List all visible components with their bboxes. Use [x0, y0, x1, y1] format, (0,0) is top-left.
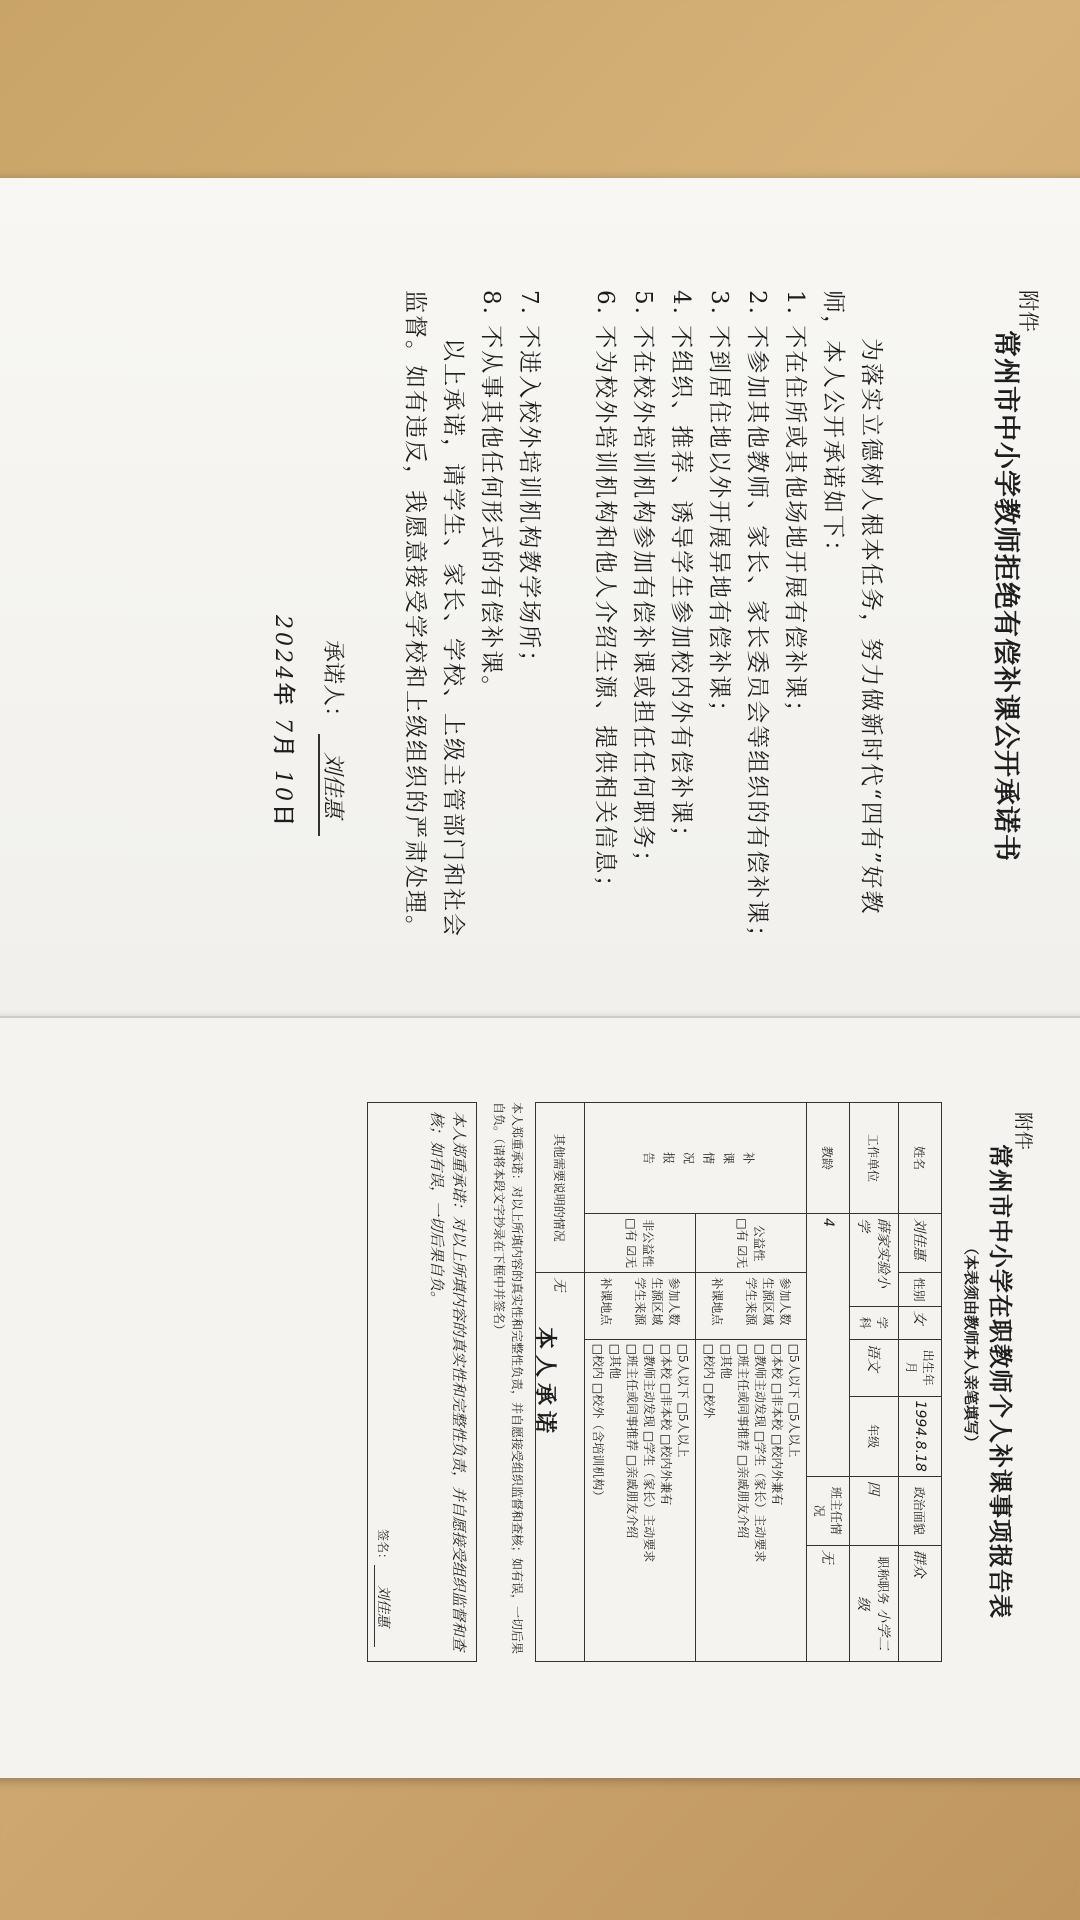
grade-label: 年级 — [850, 1396, 899, 1476]
report-label: 补课情况报告 — [585, 1103, 807, 1214]
head-value: 无 — [807, 1545, 850, 1661]
table-row — [807, 1103, 850, 1662]
table-row — [899, 1103, 942, 1662]
table-row — [850, 1103, 899, 1662]
politics-value: 群众 — [899, 1545, 942, 1661]
date-day: 10 — [270, 770, 295, 805]
other-value: 无 — [536, 1273, 585, 1662]
intro-paragraph: 为落实立德树人根本任务，努力做新时代“四有”好教师，本人公开承诺如下： — [820, 290, 884, 916]
date-year-unit: 年 — [270, 683, 296, 709]
nonpublic-options-detail: □5人以下 □5人以上 □本校 □非本校 □校内外兼有 □教师主动发现 □学生（家长）主动要求 □班主任或同事推荐 □亲戚朋友介绍 □其他 □校内 □校外（含培训机构） — [585, 1339, 696, 1661]
attachment-label: 附件 — [1012, 1112, 1034, 1151]
age-label: 教龄 — [807, 1103, 850, 1214]
nonpublic-label-text: 非公益性 — [641, 1219, 655, 1268]
subject-label: 学科 — [850, 1306, 899, 1339]
commitment-item: 7. 不进入校外培训机构教学场所； — [516, 290, 542, 676]
public-label — [696, 1214, 807, 1273]
title-label — [850, 1545, 899, 1661]
page-subtitle: （本表须由教师本人亲笔填写） — [962, 1240, 980, 1451]
table-row — [696, 1103, 807, 1662]
nonpublic-label — [585, 1214, 696, 1273]
unit-value: 薛家实验小学 — [850, 1214, 899, 1307]
unit-label: 工作单位 — [850, 1103, 899, 1214]
report-form — [102, 1032, 1032, 1732]
page-title: 常州市中小学在职教师个人补课事项报告表 — [986, 1144, 1015, 1619]
commitment-item: 3. 不到居住地以外开展异地有偿补课； — [706, 290, 732, 726]
page-title: 常州市中小学教师拒绝有偿补课公开承诺书 — [990, 330, 1021, 862]
commitment-item: 6. 不为校外培训机构和他人介绍生源、提供相关信息； — [592, 290, 618, 901]
grade-value: 四 — [850, 1476, 899, 1545]
promise-handwritten: 本人郑重承诺：对以上所填内容的真实性和完整性负责，并自愿接受组织监督和查核；如有误，一切后果自负。 — [428, 1111, 468, 1652]
subject-value: 语文 — [850, 1339, 899, 1396]
nonpublic-fields: 参加人数 生源区域 学生来源 补课地点 — [585, 1273, 696, 1339]
title-label-text: 职称职务 — [876, 1556, 890, 1605]
promise-heading: 本人承诺 — [532, 1327, 558, 1440]
date-year: 2024 — [270, 615, 295, 683]
head-label: 班主任情况 — [807, 1476, 850, 1545]
date-month-unit: 月 — [270, 735, 296, 761]
other-label: 其他需要说明的情况 — [536, 1103, 585, 1273]
age-value: 4 — [807, 1214, 850, 1477]
attachment-label: 附件 — [1016, 290, 1040, 332]
birth-value: 1994.8.18 — [899, 1396, 942, 1476]
name-label: 姓名 — [899, 1103, 942, 1214]
sign-date — [269, 615, 300, 829]
commitment-item: 2. 不参加其他教师、家长、家长委员会等组织的有偿补课； — [744, 290, 770, 951]
sign-value: 刘佳惠 — [374, 1565, 391, 1647]
name-value: 刘佳惠 — [899, 1214, 942, 1273]
promise-signature — [374, 1529, 394, 1647]
nonpublic-options: □有 ☑无 — [624, 1218, 638, 1269]
signer-signature: 刘佳惠 — [318, 734, 345, 836]
promise-instructions: 本人郑重承诺：对以上所填内容的真实性和完整性负责，并自愿接受组织监督和查核；如有误，一切后果自负。（请将本段文字抄录在下框中并签名） — [492, 1102, 524, 1655]
date-day-unit: 日 — [270, 804, 296, 830]
closing-paragraph: 以上承诺，请学生、家长、学校、上级主管部门和社会监督。如有违反，我愿意接受学校和上级组织的严肃处理。 — [402, 290, 466, 940]
public-options: □有 ☑无 — [735, 1218, 749, 1269]
commitment-item: 1. 不在住所或其他场地开展有偿补课； — [782, 290, 808, 726]
public-options-detail: □5人以下 □5人以上 □本校 □非本校 □校内外兼有 □教师主动发现 □学生（家长）主动要求 □班主任或同事推荐 □亲戚朋友介绍 □其他 □校内 □校外 — [696, 1339, 807, 1661]
date-month: 7 — [270, 718, 295, 736]
sign-label: 签名： — [376, 1528, 390, 1565]
commitment-item: 4. 不组织、推荐、诱导学生参加校内外有偿补课； — [668, 290, 694, 851]
signer-label: 承诺人： — [320, 640, 345, 729]
public-fields: 参加人数 生源区域 学生来源 补课地点 — [696, 1273, 807, 1339]
gender-label: 性别 — [899, 1273, 942, 1306]
promise-box — [367, 1102, 477, 1662]
title-value: 小学二级 — [855, 1596, 891, 1651]
birth-label: 出生年月 — [899, 1339, 942, 1396]
commitment-item: 8. 不从事其他任何形式的有偿补课。 — [478, 290, 504, 701]
gender-value: 女 — [899, 1306, 942, 1339]
commitment-item: 5. 不在校外培训机构参加有偿补课或担任任何职务； — [630, 290, 656, 876]
signature-line — [319, 640, 350, 836]
report-table — [535, 1102, 942, 1662]
public-label-text: 公益性 — [752, 1225, 766, 1262]
politics-label: 政治面貌 — [899, 1476, 942, 1545]
commitment-letter — [240, 190, 1040, 990]
